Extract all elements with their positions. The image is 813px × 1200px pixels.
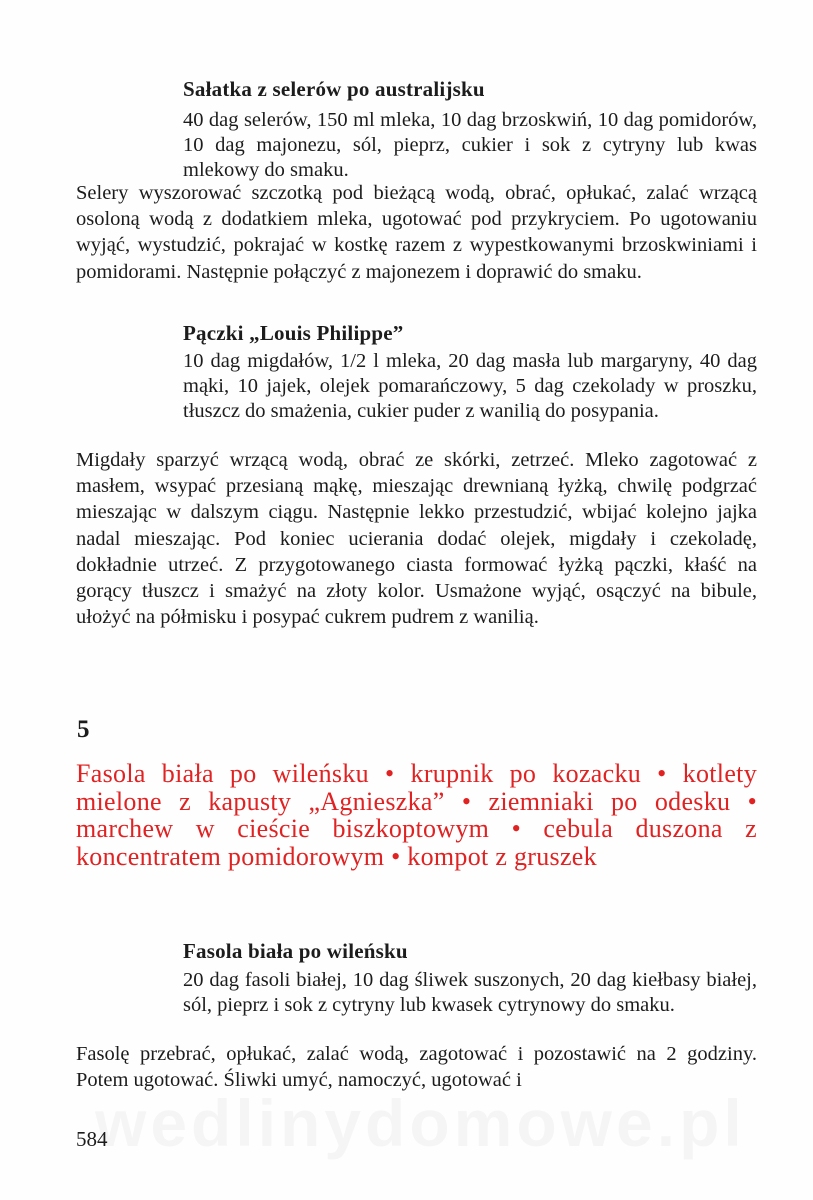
recipe-ingredients-fasola: 20 dag fasoli białej, 10 dag śliwek suszonych, 20 dag kiełbasy białej, sól, pieprz i sok z cytryny lub kwasek cytrynowy do smaku. <box>183 969 757 1016</box>
recipe-title-fasola: Fasola biała po wileńsku <box>183 939 408 963</box>
recipe-title-salatka: Sałatka z selerów po australijsku <box>183 77 485 101</box>
recipe-ingredients-salatka: 40 dag selerów, 150 ml mleka, 10 dag brzoskwiń, 10 dag pomidorów, 10 dag majonezu, sól, pieprz, cukier i sok z cytryny lub kwas mlekowy do smaku. <box>183 109 757 181</box>
watermark <box>95 1085 735 1161</box>
recipe-instructions-salatka: Selery wyszorować szczotką pod bieżącą wodą, obrać, opłukać, zalać wrzącą osoloną wodą z dodatkiem mleka, ugotować pod przykryciem. Po ugotowaniu wyjąć, wystudzić, pokrajać w kostkę razem z wypestkowanymi brzoskwiniami i pomidorami. Następnie połączyć z majonezem i doprawić do smaku. <box>76 182 757 283</box>
recipe-title-paczki: Pączki „Louis Philippe” <box>183 321 404 345</box>
recipe-ingredients-paczki: 10 dag migdałów, 1/2 l mleka, 20 dag masła lub margaryny, 40 dag mąki, 10 jajek, olejek pomarańczowy, 5 dag czekolady w proszku, tłuszcz do smażenia, cukier puder z wanilią do posypania. <box>183 350 757 422</box>
recipe-instructions-fasola: Fasolę przebrać, opłukać, zalać wodą, zagotować i pozostawić na 2 godziny. Potem ugotować. Śliwki umyć, namoczyć, ugotować i <box>76 1043 757 1092</box>
recipe-instructions-paczki: Migdały sparzyć wrzącą wodą, obrać ze skórki, zetrzeć. Mleko zagotować z masłem, wsypać przesianą mąkę, mieszając drewnianą łyżką, chwilę podgrzać mieszając w dalszym ciągu. Następnie lekko przestudzić, wbijać kolejno jajka nadal mieszając. Pod koniec ucierania dodać olejek, migdały i czekoladę, dokładnie utrzeć. Z przygotowanego ciasta formować łyżką pączki, kłaść na gorący tłuszcz i smażyć na złoty kolor. Usmażone wyjąć, osączyć na bibule, ułożyć na półmisku i posypać cukrem pudrem z wanilią. <box>76 449 757 629</box>
chapter-menu-list: Fasola biała po wileńsku • krupnik po kozacku • kotlety mielone z kapusty „Agnieszka” • ziemniaki po odesku • marchew w cieście biszkoptowym • cebula duszona z koncentratem pomidorowym • kompot z gruszek <box>76 759 757 871</box>
page-number: 584 <box>76 1127 108 1151</box>
chapter-number: 5 <box>77 716 90 743</box>
